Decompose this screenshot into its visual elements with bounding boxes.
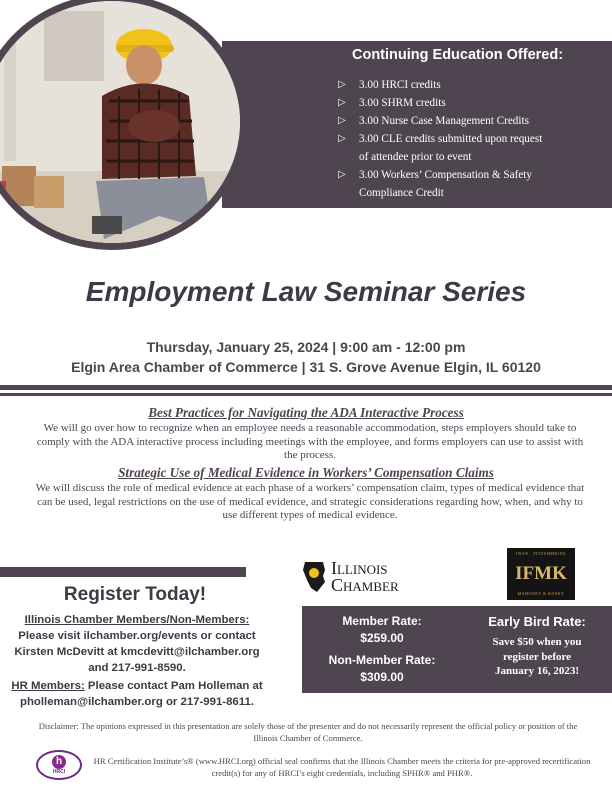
triangle-bullet-icon: ▷: [338, 115, 346, 126]
ce-title: Continuing Education Offered:: [352, 47, 564, 63]
hr-text: pholleman@ilchamber.org or 217-991-8611.: [20, 696, 254, 708]
register-bar: [0, 567, 246, 577]
hrci-seal-text: HRCI: [52, 769, 66, 775]
hrci-seal: [36, 750, 82, 780]
logo-text: Chamber: [331, 575, 399, 595]
early-bird-text: January 16, 2023!: [494, 665, 580, 677]
logo-ring-text: MAHONEY & KOSKY: [517, 591, 565, 596]
early-bird-text: Save $50 when you: [492, 636, 582, 648]
worker-illustration: [0, 1, 240, 243]
nonmember-rate-price: $309.00: [360, 670, 404, 684]
ce-item: ▷ 3.00 HRCI credits: [338, 76, 608, 94]
injured-worker-photo: [0, 0, 247, 250]
member-rate-label: Member Rate:: [342, 614, 422, 628]
members-label: Illinois Chamber Members/Non-Members:: [24, 614, 250, 626]
illinois-state-icon: [303, 562, 327, 592]
hr-label: HR Members:: [11, 680, 85, 692]
ce-item: ▷ 3.00 Nurse Case Management Credits: [338, 112, 608, 130]
ce-list: [338, 76, 608, 202]
disclaimer: Disclaimer: The opinions expressed in this presentation are solely those of the presenter and do not necessarily represent the official policy or position of the Illinois Chamber of Commerce.: [38, 721, 578, 743]
event-location: Elgin Area Chamber of Commerce | 31 S. Grove Avenue Elgin, IL 60120: [71, 359, 541, 375]
ce-item: ▷ 3.00 SHRM credits: [338, 94, 608, 112]
member-rate-price: $259.00: [360, 631, 404, 645]
early-bird-details: [462, 635, 612, 679]
early-bird-text: register before: [502, 650, 572, 663]
illinois-chamber-logo: [303, 560, 433, 596]
ce-item: ▷ 3.00 CLE credits submitted upon request of attendee prior to event: [338, 130, 608, 166]
register-hr-info: [4, 678, 270, 710]
session-2-heading: Strategic Use of Medical Evidence in Workers’ Compensation Claims: [118, 465, 494, 480]
triangle-bullet-icon: ▷: [338, 169, 346, 180]
session-1-description: We will go over how to recognize when an employee needs a reasonable accommodation, steps employers should take to comply with the ADA interactive process including meetings with the employee, and forms employers can use to assist with the process.: [36, 422, 584, 461]
ifmk-logo: [507, 548, 575, 600]
logo-text: Illinois: [331, 558, 388, 578]
divider: [0, 393, 612, 396]
members-text: Please visit ilchamber.org/events or contact: [18, 630, 256, 642]
logo-text: IFMK: [515, 563, 567, 584]
members-text: Kirsten McDevitt at kmcdevitt@ilchamber.org: [14, 646, 260, 658]
logo-ring-text: IWAN · FITZSIMMONS: [516, 551, 566, 556]
page-title: Employment Law Seminar Series: [85, 276, 527, 307]
register-members-info: [4, 612, 270, 676]
nonmember-rate-label: Non-Member Rate:: [328, 653, 436, 667]
session-2-description: We will discuss the role of medical evidence at each phase of a workers’ compensation claim, types of medical evidence that can be used, legal restrictions on the use of medical evidence, and strategic considerations regarding how, when, and why to use different types of medical evidence.: [35, 482, 585, 521]
early-bird-label: Early Bird Rate:: [488, 614, 586, 629]
ce-item: ▷ 3.00 Workers’ Compensation & Safety Compliance Credit: [338, 166, 608, 202]
hrci-logo-icon: h: [52, 755, 66, 769]
triangle-bullet-icon: ▷: [338, 133, 346, 144]
hrci-statement: HR Certification Institute’s® (www.HRCI.org) official seal confirms that the Illinois Chamber meets the criteria for pre-approved recertification credit(s) for any of HRCI’s eight credentials, including SPHR® and PHR®.: [93, 756, 591, 778]
register-title: Register Today!: [63, 584, 207, 605]
event-date-time: Thursday, January 25, 2024 | 9:00 am - 12:00 pm: [146, 339, 466, 355]
rates-panel: [302, 606, 612, 693]
session-1-heading: Best Practices for Navigating the ADA Interactive Process: [148, 405, 464, 420]
hr-text: Please contact Pam Holleman at: [84, 680, 263, 692]
triangle-bullet-icon: ▷: [338, 79, 346, 90]
members-text: and 217-991-8590.: [88, 662, 186, 674]
divider: [0, 385, 612, 390]
triangle-bullet-icon: ▷: [338, 97, 346, 108]
